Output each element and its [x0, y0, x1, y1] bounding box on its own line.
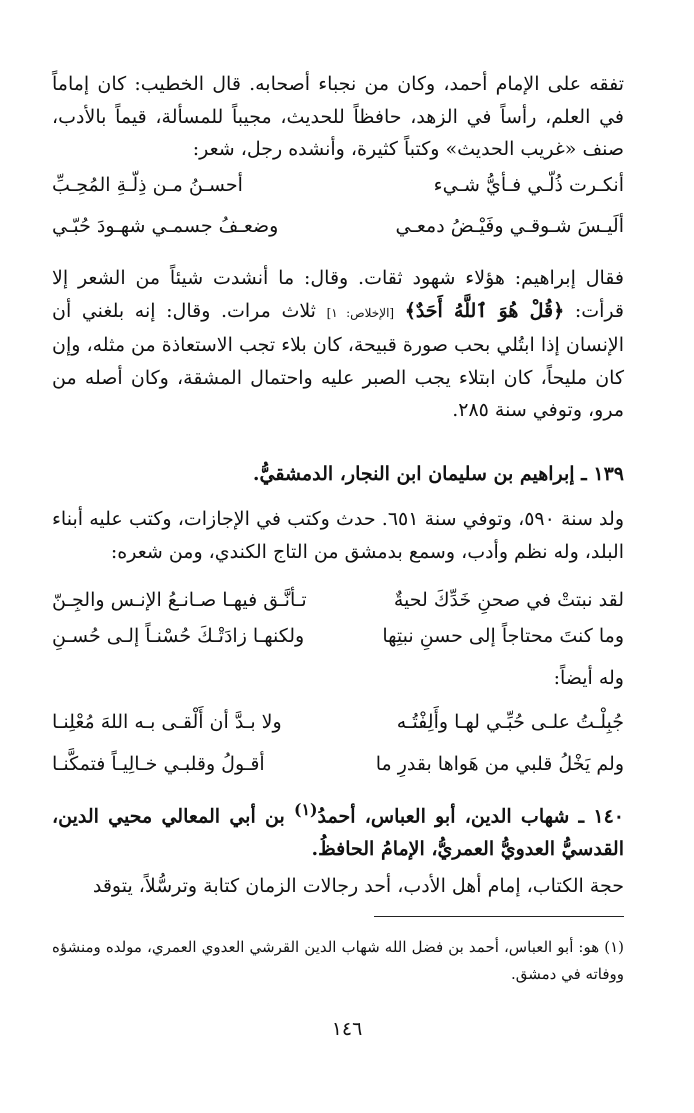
- biography-paragraph-3: ولد سنة ٥٩٠، وتوفي سنة ٦٥١. حدث وكتب في الإجازات، وكتب عليه أبناء البلد، وله نظم وأدب، وسمع بدمشق من التاج الكندي، ومن شعره:: [52, 508, 624, 563]
- poem-1-line-2: [52, 209, 624, 243]
- poem-hemistich: ولكنهـا زادَتْـكَ حُسْنـاً إلـى حُسـنِ: [52, 625, 305, 647]
- entry-139-heading: ١٣٩ ـ إبراهيم بن سليمان ابن النجار، الدمشقيُّ.: [252, 463, 624, 485]
- poem-2-line-2: [52, 619, 624, 653]
- poem-hemistich: تـأنَّـق فيهـا صـانـعُ الإنـس والجِـنّ: [52, 589, 307, 611]
- paragraph-text: ثلاث مرات. وقال: إنه بلغني أن الإنسان إذا ابتُلي بحب صورة قبيحة، كان بلاء تجب الاستعاذة من مثله، وإن كان مليحاً، كان ابتلاء يجب الصبر عليه واحتمال المشقة، وكان أصله من مرو، وتوفي سنة ٢٨٥.: [52, 299, 624, 421]
- poem-3-line-2: [52, 747, 624, 781]
- entry-140-lineage: بن أبي المعالي محيي الدين، القدسيُّ العدويُّ العمريُّ، الإمامُ الحافظُ.: [52, 805, 624, 860]
- quran-reference: [الإخلاص: ١]: [326, 305, 395, 320]
- poem-hemistich: جُبِلْـتُ علـى حُبِّـي لهـا وأَلِفْتُـه: [396, 711, 624, 733]
- footnote-divider: [374, 916, 624, 917]
- biography-paragraph-4: حجة الكتاب، إمام أهل الأدب، أحد رجالات الزمان كتابة وترسُّلاً، يتوقد: [92, 875, 624, 897]
- poem-hemistich: لقد نبتتْ في صحنِ خَدِّكَ لحيةٌ: [393, 589, 624, 611]
- poem-1-line-1: [52, 168, 624, 202]
- poem-2-line-1: [52, 583, 624, 617]
- poem-hemistich: أنكـرت ذُلّـي فـأيُّ شـيء: [433, 174, 624, 196]
- paragraph-text: فقال إبراهيم: هؤلاء شهود ثقات. وقال: ما أنشدت شيئاً من الشعر إلا قرأت:: [52, 267, 624, 322]
- page-number: ١٤٦: [331, 1018, 363, 1040]
- poem-hemistich: ولم يَخْلُ قلبي من هَواها بقدرِ ما: [375, 753, 624, 775]
- poem-hemistich: أقـولُ وقلبـي خـالِيـاً فتمكَّنـا: [52, 753, 265, 775]
- also-label: وله أيضاً:: [553, 667, 624, 689]
- entry-140-name: ١٤٠ ـ شهاب الدين، أبو العباس، أحمدُ: [317, 805, 624, 828]
- poem-hemistich: ولا بـدَّ أن أَلْقـى بـه اللهَ مُعْلِنـا: [52, 711, 282, 733]
- poem-hemistich: وضعـفُ جسمـي شهـودَ حُبّـي: [52, 215, 279, 237]
- poem-3-line-1: [52, 705, 624, 739]
- poem-hemistich: ألَيـسَ شـوقـي وفَيْـضُ دمعـي: [395, 215, 624, 237]
- footnote-marker: (١): [294, 800, 318, 819]
- biography-paragraph-1: تفقه على الإمام أحمد، وكان من نجباء أصحابه. قال الخطيب: كان إماماً في العلم، رأساً في الزهد، حافظاً للحديث، مجيباً للمسألة، قيماً بالأدب، صنف «غريب الحديث» وكتباً كثيرة، وأنشده رجل، شعر:: [52, 73, 624, 160]
- biography-paragraph-2: [52, 262, 624, 427]
- poem-hemistich: وما كنتَ محتاجاً إلى حسنِ نبتِها: [382, 625, 624, 647]
- quran-verse: ﴿قُلْ هُوَ ٱللَّهُ أَحَدٌ﴾: [404, 299, 565, 322]
- poem-hemistich: أحسـنُ مـن ذِلّـةِ المُحِـبِّ: [52, 174, 243, 196]
- entry-140-heading: [52, 794, 624, 865]
- footnote: (١) هو: أبو العباس، أحمد بن فضل الله شهاب الدين القرشي العدوي العمري، مولده ومنشؤه ووفاته في دمشق.: [52, 938, 624, 983]
